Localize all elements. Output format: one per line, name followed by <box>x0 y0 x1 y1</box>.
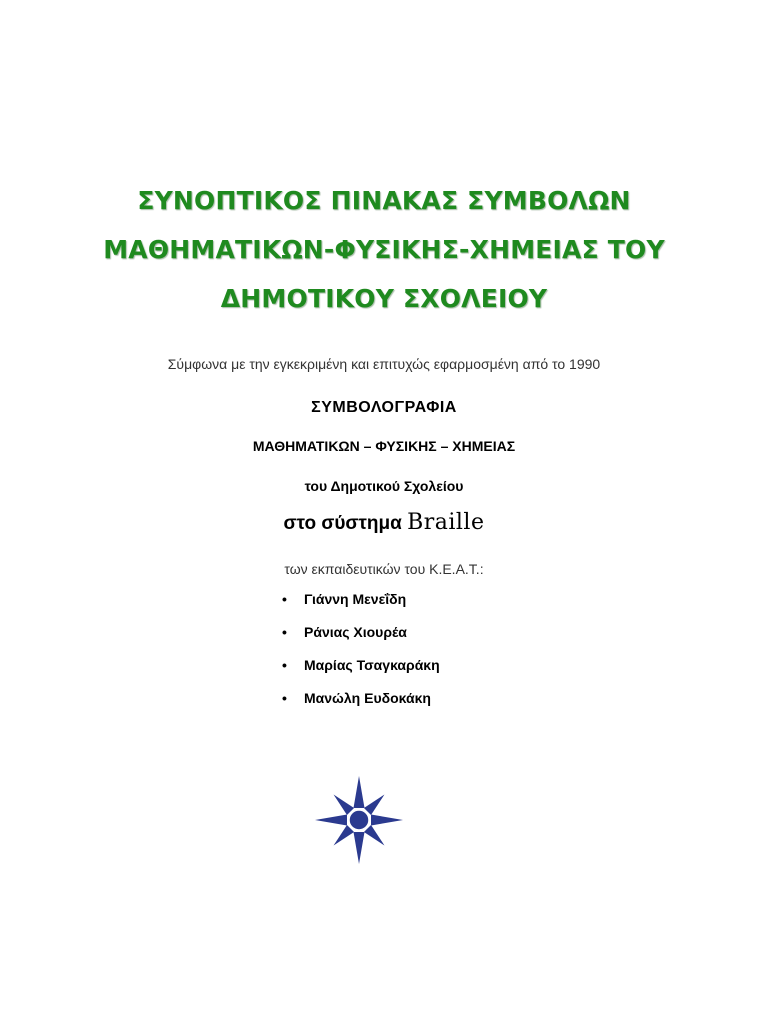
emblem-ray <box>354 832 365 864</box>
bullet-icon: • <box>282 591 287 607</box>
emblem-ray <box>315 815 347 826</box>
author-item <box>282 622 440 655</box>
author-name: Μαρίας Τσαγκαράκη <box>304 657 440 673</box>
emblem-ray <box>334 795 355 816</box>
author-item <box>282 589 440 622</box>
intro-text: Σύμφωνα με την εγκεκριμένη και επιτυχώς εφαρμοσμένη από το 1990 <box>167 356 601 372</box>
document-title-line-2: ΜΑΘΗΜΑΤΙΚΩΝ-ΦΥΣΙΚΗΣ-ΧΗΜΕΙΑΣ ΤΟΥ <box>103 235 665 264</box>
school-text: του Δημοτικού Σχολείου <box>304 478 464 494</box>
author-item <box>282 688 440 721</box>
author-name: Γιάννη Μενεΐδη <box>304 591 407 607</box>
emblem-ray <box>334 825 355 846</box>
symbolography-heading: ΣΥΜΒΟΛΟΓΡΑΦΙΑ <box>311 399 457 416</box>
bullet-icon: • <box>282 657 287 673</box>
blue-sun-emblem-icon <box>314 775 404 865</box>
braille-word: Braille <box>407 510 485 535</box>
authors-list <box>282 589 440 721</box>
author-item <box>282 655 440 688</box>
emblem-ray <box>364 825 385 846</box>
document-title-line-3: ΔΗΜΟΤΙΚΟΥ ΣΧΟΛΕΙΟΥ <box>220 284 548 313</box>
author-name: Ράνιας Χιουρέα <box>304 624 407 640</box>
braille-system-line <box>0 510 768 535</box>
author-name: Μανώλη Ευδοκάκη <box>304 690 431 706</box>
emblem-ray <box>371 815 403 826</box>
emblem-ray <box>364 795 385 816</box>
bullet-icon: • <box>282 624 287 640</box>
system-prefix-text: στο σύστημα <box>283 513 408 534</box>
teachers-intro-text: των εκπαιδευτικών του Κ.Ε.Α.Τ.: <box>284 561 484 577</box>
document-title-line-1: ΣΥΝΟΠΤΙΚΟΣ ΠΙΝΑΚΑΣ ΣΥΜΒΟΛΩΝ <box>137 186 631 215</box>
subjects-text: ΜΑΘΗΜΑΤΙΚΩΝ – ΦΥΣΙΚΗΣ – ΧΗΜΕΙΑΣ <box>252 438 516 454</box>
emblem-ray <box>354 776 365 808</box>
bullet-icon: • <box>282 690 287 706</box>
